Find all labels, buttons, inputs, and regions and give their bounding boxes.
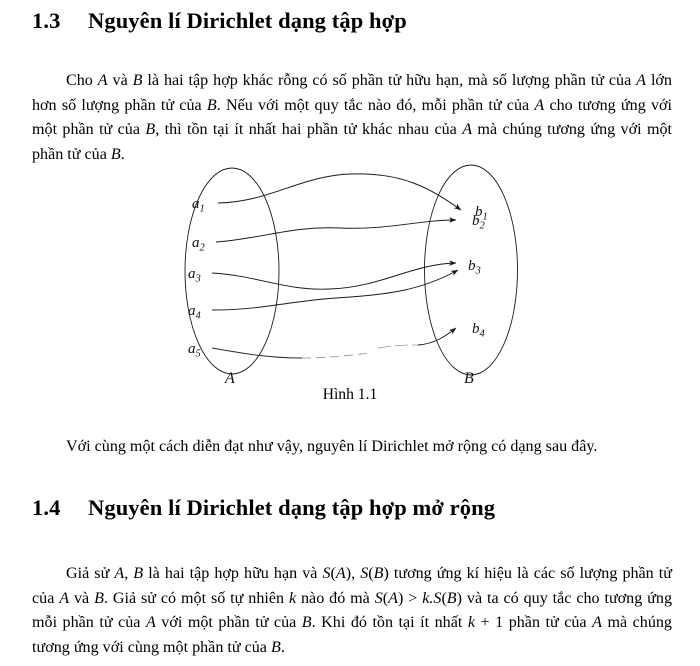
text-run: Giả sử <box>66 565 115 583</box>
math-symbol: B <box>110 145 121 163</box>
label-a4: $a_4$ <box>188 303 201 322</box>
text-run: . Giả sử có một số tự nhiên <box>103 589 289 607</box>
arrow-a3-to-b3 <box>212 263 456 289</box>
math-symbol: S <box>360 565 369 583</box>
arrow-a2-to-b2 <box>216 220 456 242</box>
math-symbol: k.S <box>422 589 442 607</box>
arrow-a5-to-b4-segment-1 <box>212 348 302 358</box>
text-run: ) tương ứng kí hiệu là các số lượng phần tử của <box>32 565 672 607</box>
math-symbol: k <box>467 614 476 632</box>
math-symbol: S <box>322 565 331 583</box>
math-symbol: B <box>132 72 143 90</box>
math-symbol: k <box>288 589 297 607</box>
text-run: . <box>280 638 285 656</box>
text-run: là hai tập hợp khác rỗng có số phần tử hữu hạn, mà số lượng phần tử của <box>142 72 637 90</box>
arrow-a5-to-b4-segment-3 <box>378 345 418 348</box>
label-set-b: B <box>464 370 474 384</box>
arrow-a1-to-b1 <box>218 174 461 210</box>
figure-set-mapping-diagram <box>150 158 550 384</box>
label-b1: $b_1$ <box>475 204 488 223</box>
text-run: mà chúng tương ứng với một phần tử của <box>32 121 672 163</box>
math-symbol: A, B <box>114 565 144 583</box>
math-symbol: A <box>145 614 156 632</box>
math-symbol: B <box>270 638 281 656</box>
text-run: ( <box>441 589 447 607</box>
section-title: Nguyên lí Dirichlet dạng tập hợp mở rộng <box>88 495 496 520</box>
text-run: . <box>120 145 125 163</box>
text-run: ( <box>368 565 374 583</box>
math-symbol: B <box>373 565 384 583</box>
paragraph-intro <box>32 69 672 167</box>
arrow-a4-to-b3 <box>212 270 458 310</box>
text-run: . Khi đó tồn tại ít nhất <box>311 614 468 632</box>
text-run: Với cùng một cách diễn đạt như vậy, nguyên lí Dirichlet mở rộng có dạng sau đây. <box>66 438 598 456</box>
text-run: lớn hơn số lượng phần tử của <box>32 72 672 114</box>
section-number: 1.4 <box>32 495 61 520</box>
text-run: ) và ta có quy tắc cho tương ứng mỗi phần tử của <box>32 589 672 632</box>
label-b4: $b_4$ <box>472 321 485 340</box>
label-set-a: A <box>225 370 235 384</box>
math-symbol: B <box>94 589 104 607</box>
section-heading-1-3 <box>32 8 672 34</box>
text-run: và <box>107 72 133 90</box>
text-run: ( <box>330 565 336 583</box>
text-run: cho tương ứng với một phần tử của <box>32 96 672 139</box>
label-b3: $b_3$ <box>468 258 481 277</box>
math-symbol: A <box>636 72 647 90</box>
label-a1: $a_1$ <box>192 196 205 215</box>
math-symbol: B <box>206 96 217 114</box>
math-symbol: A <box>97 72 108 90</box>
label-b2-text: $b_2$ <box>472 213 485 232</box>
label-a3: $a_3$ <box>188 266 201 285</box>
text-run: , thì tồn tại ít nhất hai phần tử khác nhau của <box>155 121 463 139</box>
paragraph-after-figure <box>32 435 672 460</box>
text-run: + 1 phần tử của <box>475 614 593 632</box>
math-symbol: S <box>374 589 383 607</box>
text-run: với một phần tử của <box>155 614 302 632</box>
section-number: 1.3 <box>32 8 61 33</box>
math-symbol: A <box>335 565 346 583</box>
label-a5: $a_5$ <box>188 341 201 360</box>
text-run: mà chúng tương ứng với cùng một phần tử của <box>32 614 672 656</box>
paragraph-extended-principle <box>32 562 672 660</box>
math-symbol: A <box>59 589 70 607</box>
math-symbol: B <box>145 121 156 139</box>
section-heading-1-4 <box>32 495 672 521</box>
text-run: . Nếu với một quy tắc nào đó, mỗi phần tử của <box>216 96 535 114</box>
text-run: ), <box>345 565 361 583</box>
text-run: là hai tập hợp hữu hạn và <box>143 565 323 583</box>
label-a2: $a_2$ <box>192 235 205 254</box>
text-run: và <box>69 589 95 607</box>
text-run: Cho <box>66 72 98 90</box>
text-run: nào đó mà <box>296 589 375 607</box>
figure-caption: Hình 1.1 <box>322 386 378 403</box>
text-run: ) > <box>397 589 423 607</box>
math-symbol: B <box>446 589 457 607</box>
math-symbol: A <box>388 589 398 607</box>
math-symbol: A <box>534 96 545 114</box>
math-symbol: A <box>462 121 473 139</box>
section-title: Nguyên lí Dirichlet dạng tập hợp <box>88 8 407 33</box>
math-symbol: A <box>592 614 602 632</box>
set-mapping-svg <box>150 158 550 384</box>
arrow-a5-to-b4-segment-2 <box>302 353 372 358</box>
math-symbol: B <box>301 614 312 632</box>
text-run: ( <box>382 589 389 607</box>
